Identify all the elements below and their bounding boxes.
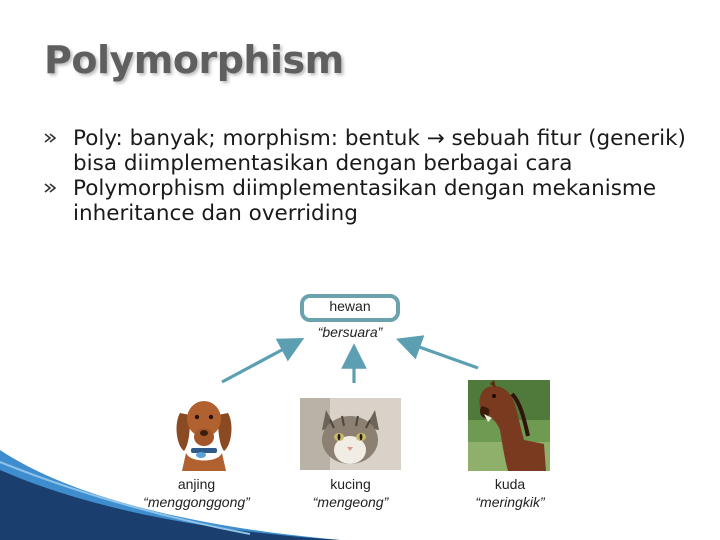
child-sound: “meringkik” <box>475 494 545 510</box>
parent-class-label: hewan <box>329 298 371 314</box>
child-class-dog <box>134 475 259 511</box>
dog-photo-icon <box>168 393 240 471</box>
child-class-cat <box>290 475 411 511</box>
child-sound: “menggonggong” <box>143 494 250 510</box>
child-sound: “mengeong” <box>312 494 389 510</box>
bullet-text: Polymorphism diimplementasikan dengan mekanisme inheritance dan overriding <box>73 176 657 226</box>
child-label: kucing <box>330 476 371 492</box>
slide-title: Polymorphism <box>44 38 344 82</box>
cat-photo-icon <box>300 398 401 470</box>
child-label: anjing <box>177 476 216 492</box>
horse-photo-icon <box>468 380 550 471</box>
arrow-horse-to-parent <box>408 343 478 368</box>
arrow-dog-to-parent <box>222 344 293 382</box>
parent-class-method: “bersuara” <box>317 324 383 340</box>
bullet-text: Poly: banyak; morphism: bentuk → sebuah fitur (generik) bisa diimplementasikan dengan berbagai cara <box>73 126 686 176</box>
child-class-horse <box>458 475 562 511</box>
child-label: kuda <box>494 476 526 492</box>
